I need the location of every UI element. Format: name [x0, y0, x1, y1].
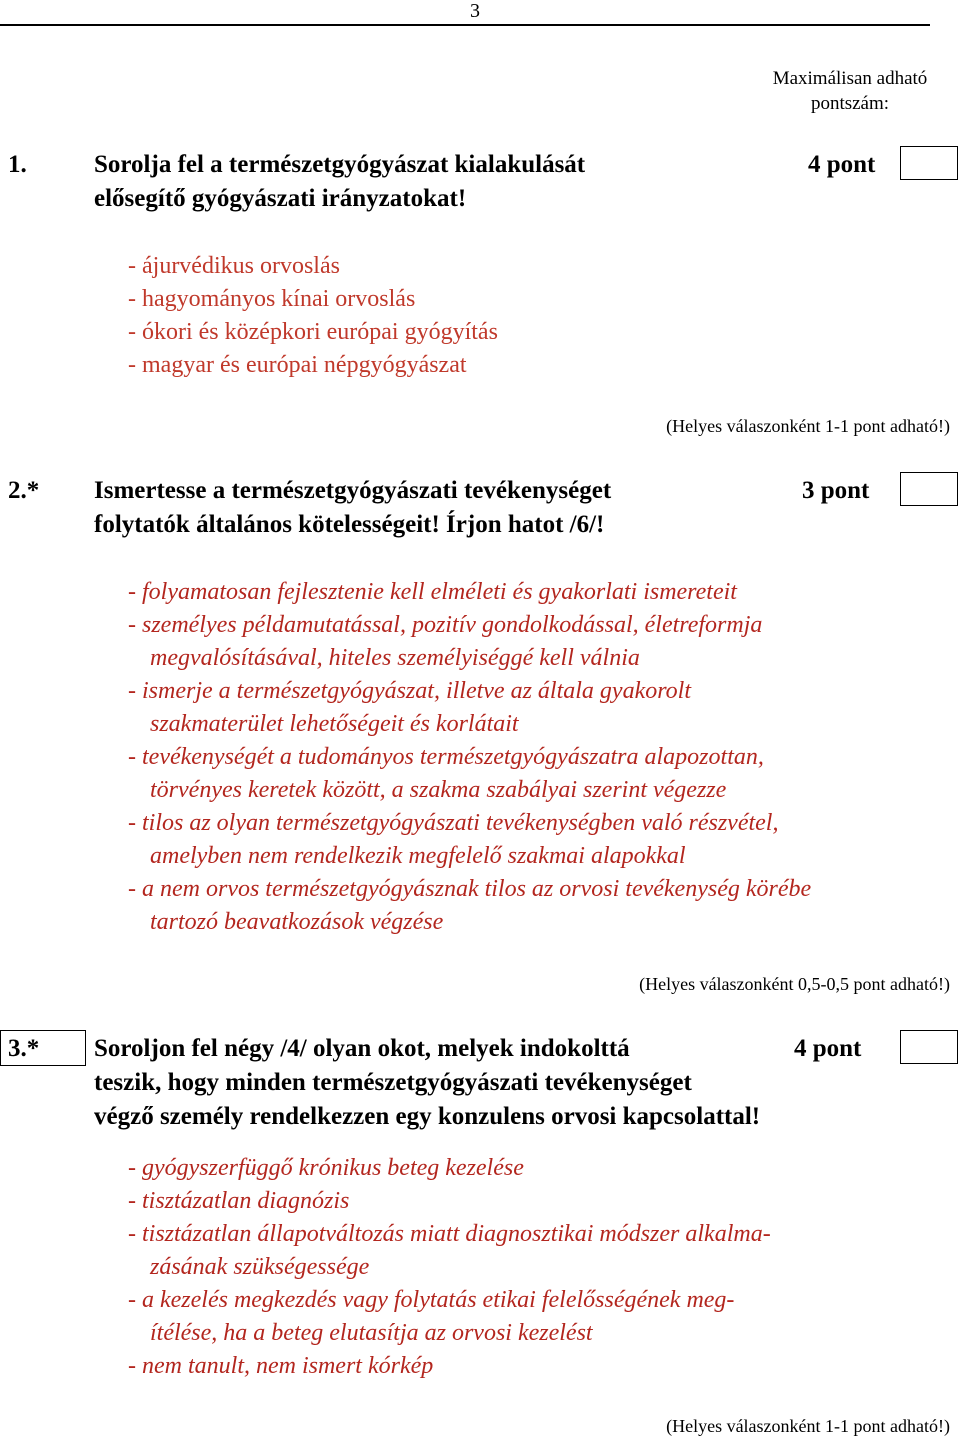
q2-text-line2: folytatók általános kötelességeit! Írjon hatot /6/!	[94, 511, 605, 538]
q2-scoring-note: (Helyes válaszonként 0,5-0,5 pont adható!)	[639, 974, 950, 994]
q2-score-box[interactable]	[900, 472, 958, 506]
q2-points: 3 pont	[802, 477, 870, 504]
q2-answer-4-cont: törvényes keretek között, a szakma szabályai szerint végezze	[150, 777, 727, 803]
q3-answer-2: - tisztázatlan diagnózis	[128, 1188, 350, 1214]
q2-answer-1: - folyamatosan fejlesztenie kell elméleti és gyakorlati ismereteit	[128, 579, 737, 605]
q3-text-line2: teszik, hogy minden természetgyógyászati tevékenységet	[94, 1069, 692, 1096]
q3-text-line3: végző személy rendelkezzen egy konzulens orvosi kapcsolattal!	[94, 1103, 761, 1130]
q3-text-line1: Soroljon fel négy /4/ olyan okot, melyek indokolttá	[94, 1035, 630, 1062]
q3-answer-3-cont: zásának szükségessége	[150, 1254, 370, 1280]
q3-points: 4 pont	[794, 1035, 862, 1062]
q2-answer-3-cont: szakmaterület lehetőségeit és korlátait	[150, 711, 519, 737]
q1-score-box[interactable]	[900, 146, 958, 180]
header-divider	[0, 24, 930, 26]
q2-answer-2: - személyes példamutatással, pozitív gondolkodással, életreformja	[128, 612, 763, 638]
q1-points: 4 pont	[808, 151, 876, 178]
q1-answer-3: - ókori és középkori európai gyógyítás	[128, 319, 498, 345]
q3-answer-3: - tisztázatlan állapotváltozás miatt diagnosztikai módszer alkalma-	[128, 1221, 771, 1247]
q3-answer-4: - a kezelés megkezdés vagy folytatás etikai felelősségének meg-	[128, 1287, 735, 1313]
q3-answer-5: - nem tanult, nem ismert kórkép	[128, 1353, 434, 1379]
q2-answer-5: - tilos az olyan természetgyógyászati tevékenységben való részvétel,	[128, 810, 779, 836]
q1-answer-4: - magyar és európai népgyógyászat	[128, 352, 467, 378]
q3-number: 3.*	[8, 1035, 40, 1062]
q2-answer-5-cont: amelyben nem rendelkezik megfelelő szakmai alapokkal	[150, 843, 686, 869]
q1-answer-1: - ájurvédikus orvoslás	[128, 253, 340, 279]
q2-answer-2-cont: megvalósításával, hiteles személyiséggé kell válnia	[150, 645, 640, 671]
q3-answer-4-cont: ítélése, ha a beteg elutasítja az orvosi kezelést	[150, 1320, 593, 1346]
q3-score-box[interactable]	[900, 1030, 958, 1064]
q1-text-line2: elősegítő gyógyászati irányzatokat!	[94, 185, 467, 212]
page-number: 3	[470, 0, 480, 22]
max-points-label: Maximálisan adható pontszám:	[772, 68, 928, 114]
q3-answer-1: - gyógyszerfüggő krónikus beteg kezelése	[128, 1155, 524, 1181]
q2-text-line1: Ismertesse a természetgyógyászati tevékenységet	[94, 477, 612, 504]
q2-answer-4: - tevékenységét a tudományos természetgyógyászatra alapozottan,	[128, 744, 764, 770]
q1-text-line1: Sorolja fel a természetgyógyászat kialakulását	[94, 151, 586, 178]
q1-number: 1.	[8, 151, 27, 178]
q2-answer-3: - ismerje a természetgyógyászat, illetve az általa gyakorolt	[128, 678, 692, 704]
q2-answer-6: - a nem orvos természetgyógyásznak tilos az orvosi tevékenység körébe	[128, 876, 812, 902]
q3-scoring-note: (Helyes válaszonként 1-1 pont adható!)	[666, 1416, 950, 1436]
q2-answer-6-cont: tartozó beavatkozások végzése	[150, 909, 444, 935]
q1-scoring-note: (Helyes válaszonként 1-1 pont adható!)	[666, 416, 950, 436]
q2-number: 2.*	[8, 477, 40, 504]
q1-answer-2: - hagyományos kínai orvoslás	[128, 286, 416, 312]
